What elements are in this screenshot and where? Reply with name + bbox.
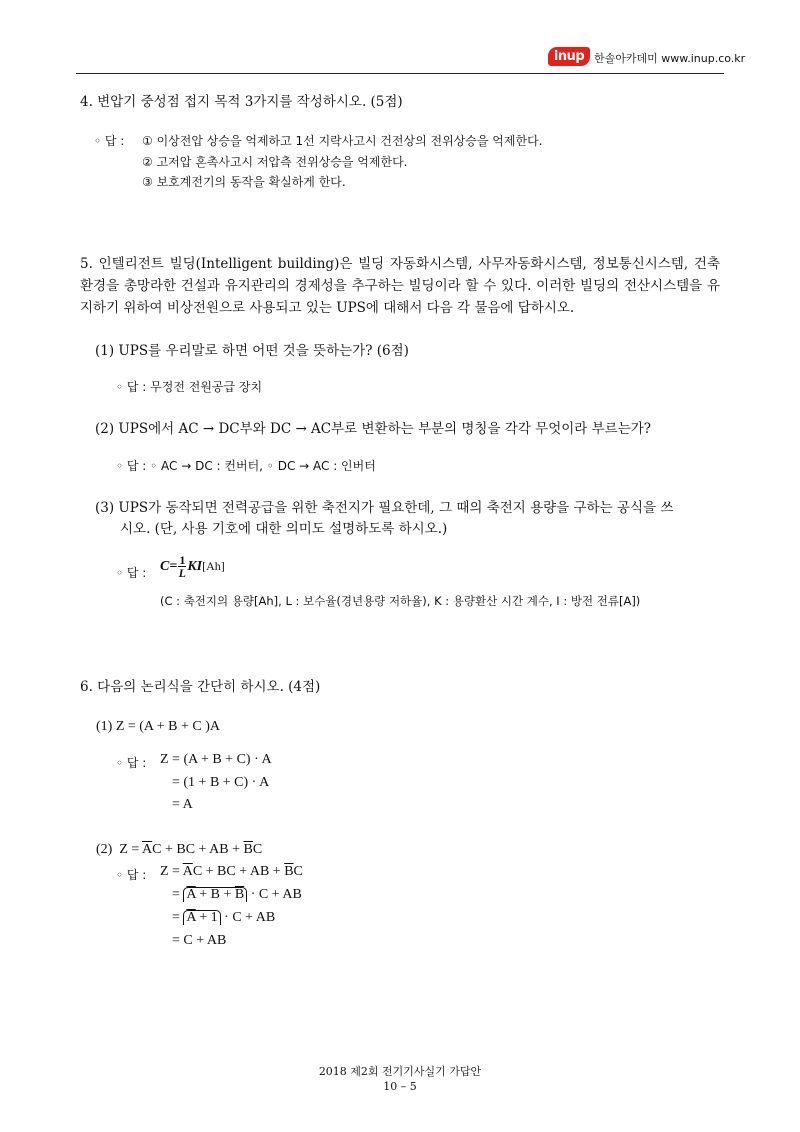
q6-sub2-label: (2)	[96, 842, 113, 857]
q6-sub2-step-1: $Z = \overline{A}C$ + BC + AB + $\overline{B}C$	[160, 864, 303, 879]
q6-sub1-step-3: = A	[172, 797, 193, 812]
q6-sub2-step-3: = $\overline{A} + 1 \cdot C$ + AB	[172, 910, 276, 925]
q5-sub3-legend: (C : 축전지의 용량[Ah], L : 보수율(경년용량 저하율), K : 용량환산 시간 계수, I : 방전 전류[A])	[160, 594, 641, 608]
q6-sub1-answer-prefix: ◦ 답 :	[116, 756, 147, 770]
q5-sub3-answer-prefix: ◦ 답 :	[116, 566, 147, 580]
q6-sub2-step-2: = $\overline{A} + B + \overline{B} \cdot C$ + AB	[172, 887, 302, 902]
q5-sub3-question-line1: (3) UPS가 동작되면 전력공급을 위한 축전지가 필요한데, 그 때의 축전지 용량을 구하는 공식을 쓰	[95, 500, 674, 516]
q6-sub1-question: (1) Z = (A + B + C )A	[96, 719, 221, 734]
q4-answer-prefix: ◦ 답 :	[94, 134, 125, 148]
formula-fraction	[178, 554, 186, 579]
brand-logo: inup	[548, 47, 590, 66]
q4-answer-2: ② 고저압 혼촉사고시 저압측 전위상승을 억제한다.	[142, 155, 408, 169]
q6-sub1-step-1: Z = (A + B + C) · A	[160, 752, 272, 767]
formula-numerator: 1	[179, 553, 186, 567]
formula-rhs: KI	[187, 558, 203, 574]
footer-title: 2018 제2회 전기기사실기 가답안	[318, 1065, 482, 1078]
q4-answer-1: ① 이상전압 상승을 억제하고 1선 지락사고시 건전상의 전위상승을 억제한다.	[142, 134, 543, 148]
q5-sub2-question: (2) UPS에서 AC → DC부와 DC → AC부로 변환하는 부분의 명칭을 각각 무엇이라 부르는가?	[95, 421, 652, 437]
q6-title: 6. 다음의 논리식을 간단히 하시오. (4점)	[80, 679, 321, 695]
battery-capacity-formula	[160, 554, 225, 579]
q5-sub1-question: (1) UPS를 우리말로 하면 어떤 것을 뜻하는가? (6점)	[95, 343, 409, 359]
formula-lhs: C=	[160, 558, 178, 574]
page-number: 10 – 5	[383, 1080, 417, 1093]
header-brand-text: 한솔아카데미 www.inup.co.kr	[594, 52, 746, 65]
q4-title: 4. 변압기 중성점 접지 목적 3가지를 작성하시오. (5점)	[80, 94, 403, 110]
q5-sub2-answer: ◦ 답 : ◦ AC → DC : 컨버터, ◦ DC → AC : 인버터	[116, 459, 376, 473]
q6-sub1-step-2: = (1 + B + C) · A	[172, 775, 270, 790]
q6-sub2-question: (2) $Z = \overline{A}C$ + BC + AB + $\overline{B}C$	[96, 842, 263, 857]
header-divider	[76, 73, 724, 74]
formula-unit: [Ah]	[202, 559, 225, 573]
q5-sub3-question-line2: 시오. (단, 사용 기호에 대한 의미도 설명하도록 하시오.)	[120, 521, 448, 537]
q5-sub1-answer: ◦ 답 : 무정전 전원공급 장치	[116, 380, 263, 394]
q6-sub2-answer-prefix: ◦ 답 :	[116, 868, 147, 882]
q4-answer-3: ③ 보호계전기의 동작을 확실하게 한다.	[142, 175, 346, 189]
q6-sub2-step-4: = C + AB	[172, 933, 227, 948]
formula-denominator: L	[178, 566, 186, 580]
q5-title: 5. 인텔리전트 빌딩(Intelligent building)은 빌딩 자동화시스템, 사무자동화시스템, 정보통신시스템, 건축 환경을 총망라한 건설과 유지관리의 경제성을 추구하는 빌딩이라 할 수 있다. 이러한 빌딩의 전산시스템을 유지하기 위하여 비상전원으로 사용되고 있는 UPS에 대해서 다음 각 물음에 답하시오.	[80, 256, 720, 316]
